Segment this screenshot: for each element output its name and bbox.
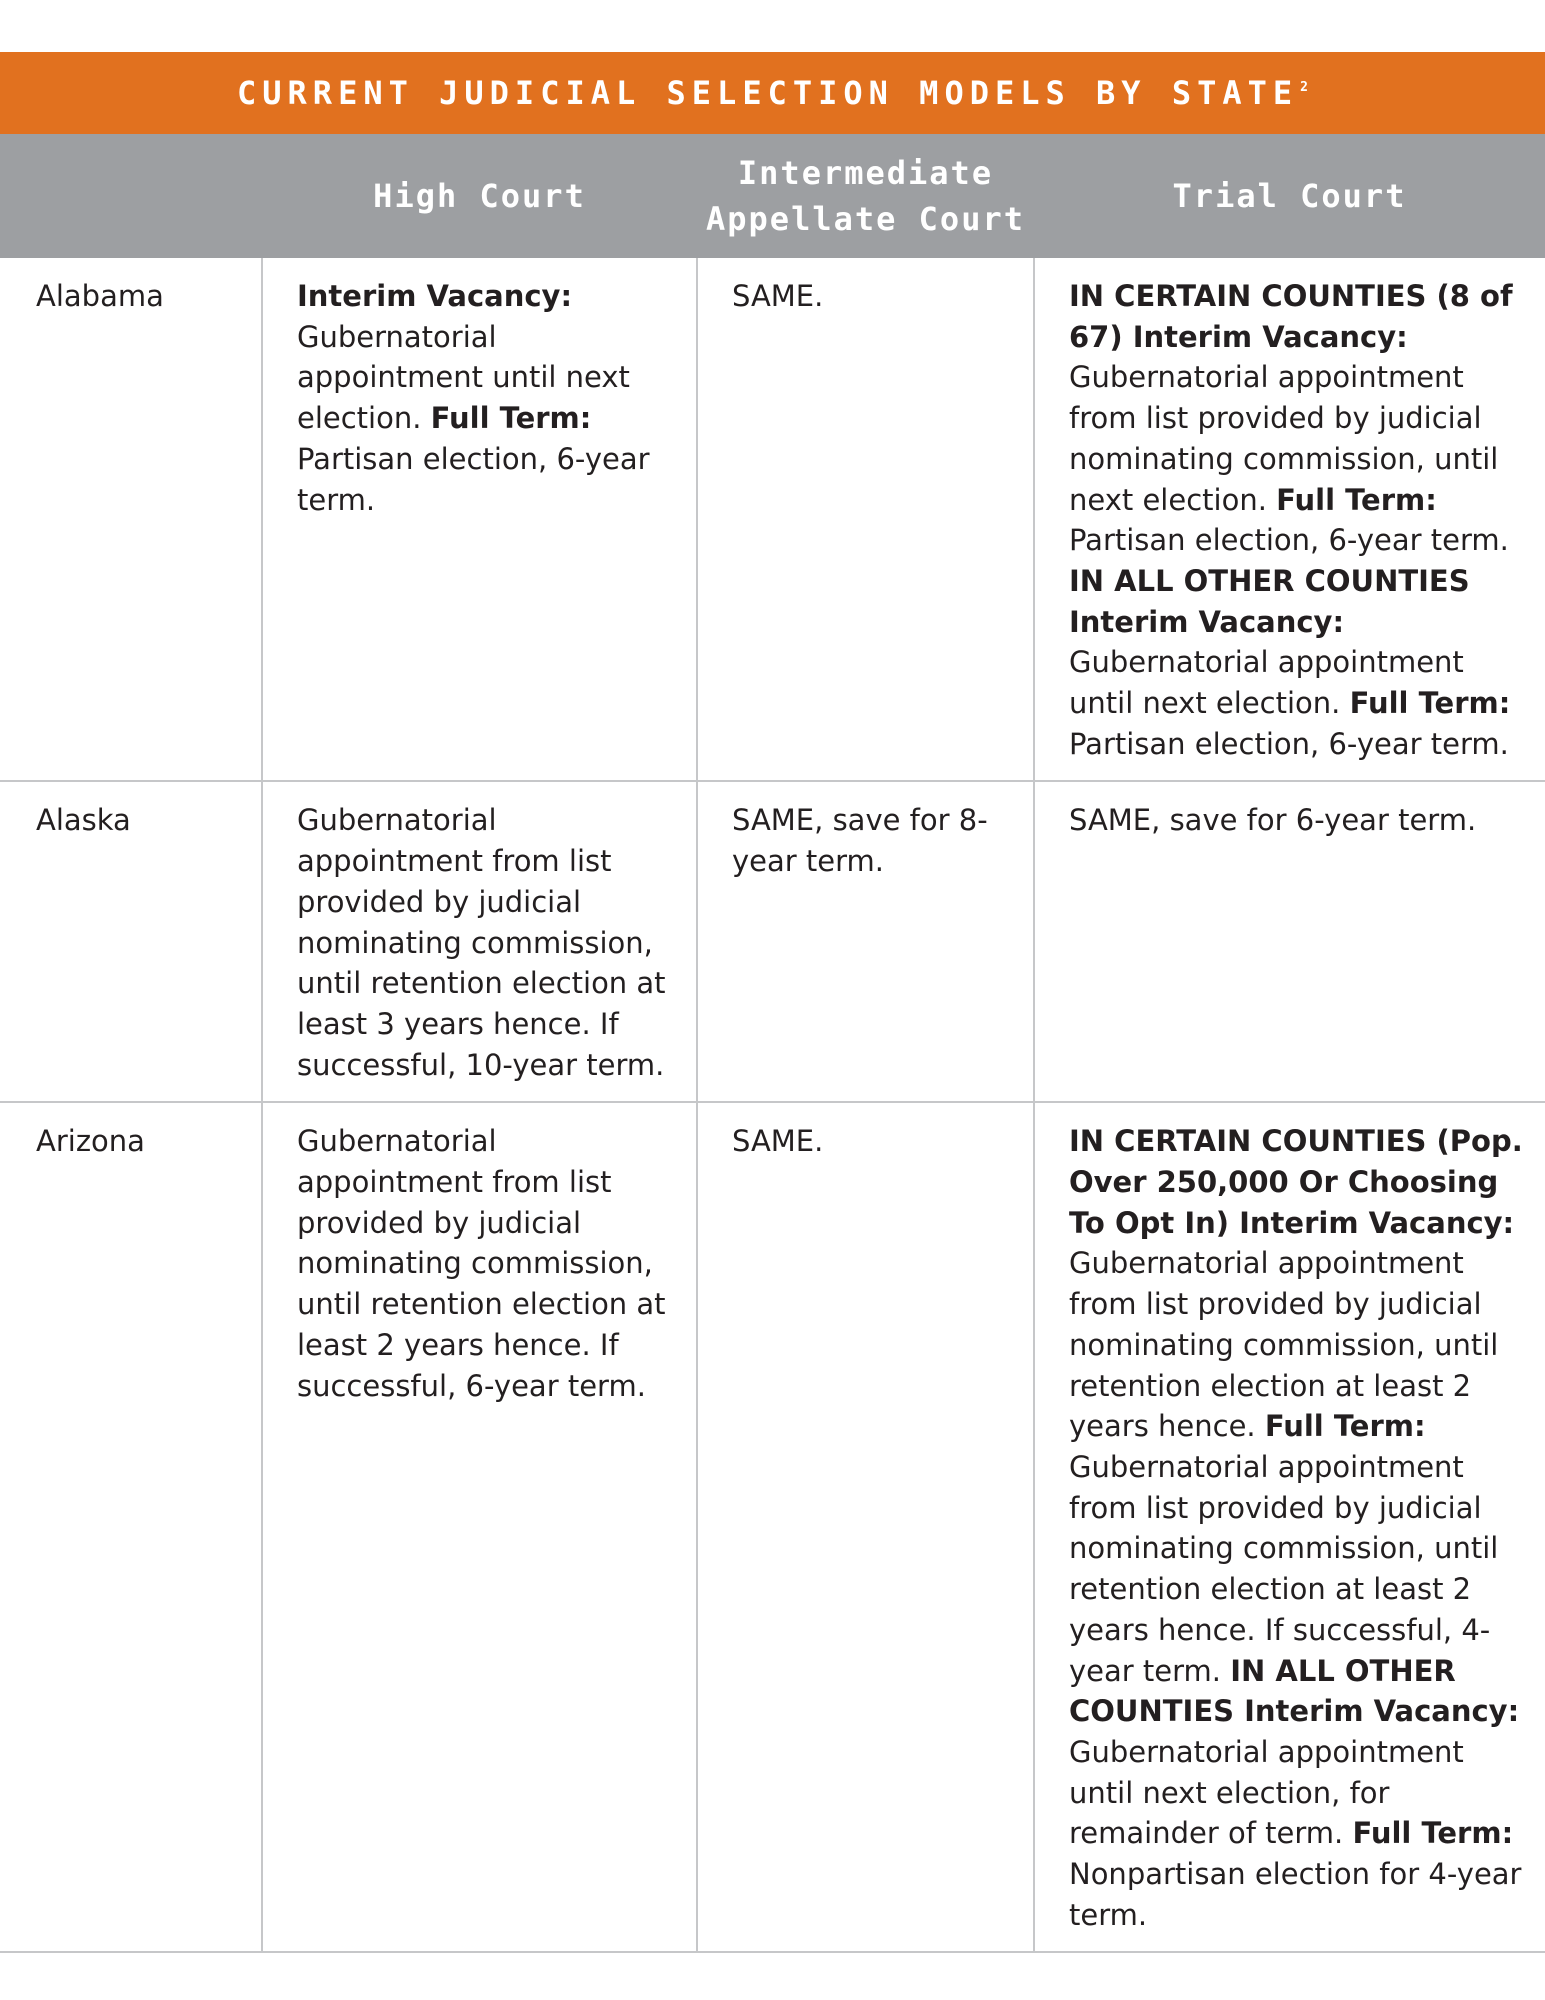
cell-text: Gubernatorial appointment from list provided by judicial nominating commission, until retention election at least 2 years hence. If successful, 4-year term.	[1069, 1449, 1499, 1688]
state-cell: Arizona	[0, 1102, 262, 1952]
bold-label: Full Term:	[1264, 1409, 1426, 1444]
title-footnote-marker: 2	[1300, 79, 1308, 95]
trial-court-cell	[1034, 1102, 1545, 1952]
table-title	[0, 52, 1545, 134]
bold-label: Interim Vacancy:	[297, 279, 573, 313]
table-title-text: CURRENT JUDICIAL SELECTION MODELS BY STATE	[237, 74, 1299, 112]
cell-text: Gubernatorial appointment until next election.	[297, 319, 630, 436]
cell-text: Gubernatorial appointment until next election, for remainder of term.	[1069, 1734, 1464, 1851]
intermediate-court-cell: SAME, save for 8-year term.	[697, 781, 1034, 1102]
table-row	[0, 1102, 1545, 1952]
intermediate-court-cell: SAME.	[697, 1102, 1034, 1952]
cell-text: Nonpartisan election for 4-year term.	[1069, 1857, 1522, 1932]
state-cell: Alaska	[0, 781, 262, 1102]
cell-text: Partisan election, 6-year term.	[1069, 726, 1509, 761]
trial-court-cell	[1034, 258, 1545, 781]
high-court-cell	[262, 258, 697, 781]
trial-court-header: Trial Court	[1172, 177, 1407, 215]
state-rows	[0, 258, 1545, 1953]
high-court-cell: Gubernatorial appointment from list provided by judicial nominating commission, until retention election at least 2 years hence. If successful, 6-year term.	[262, 1102, 697, 1952]
bold-label: Full Term:	[430, 401, 592, 436]
high-court-header: High Court	[373, 177, 586, 215]
cell-text: Gubernatorial appointment from list provided by judicial nominating commission, until next election.	[1069, 360, 1499, 517]
cell-text: Gubernatorial appointment until next election.	[1069, 645, 1464, 721]
state-cell: Alabama	[0, 258, 262, 781]
table-row	[0, 781, 1545, 1102]
judicial-selection-table	[0, 52, 1545, 1953]
bold-label: IN CERTAIN COUNTIES (Pop. Over 250,000 Or Choosing To Opt In) Interim Vacancy:	[1069, 1124, 1523, 1240]
bold-label: Full Term:	[1276, 482, 1437, 517]
bold-label: IN ALL OTHER COUNTIES Interim Vacancy:	[1069, 1653, 1520, 1729]
trial-court-cell: SAME, save for 6-year term.	[1034, 781, 1545, 1102]
cell-text: Partisan election, 6-year term.	[1069, 523, 1509, 558]
intermediate-header-line1: Intermediate	[737, 154, 994, 192]
bold-label: IN CERTAIN COUNTIES (8 of 67) Interim Vacancy:	[1069, 279, 1513, 354]
bold-label: Full Term:	[1352, 1816, 1514, 1851]
high-court-cell: Gubernatorial appointment from list provided by judicial nominating commission, until retention election at least 3 years hence. If successful, 10-year term.	[262, 781, 697, 1102]
column-header-row	[0, 134, 1545, 258]
intermediate-court-header	[697, 134, 1034, 258]
bold-label: Full Term:	[1349, 686, 1511, 721]
state-column-header	[0, 134, 262, 258]
cell-text: Partisan election, 6-year term.	[297, 441, 650, 517]
bold-label: IN ALL OTHER COUNTIES Interim Vacancy:	[1069, 563, 1470, 639]
intermediate-header-line2: Appellate Court	[706, 200, 1025, 238]
table-row	[0, 258, 1545, 781]
intermediate-court-cell: SAME.	[697, 258, 1034, 781]
cell-text: Gubernatorial appointment from list provided by judicial nominating commission, until retention election at least 2 years hence.	[1069, 1246, 1499, 1444]
